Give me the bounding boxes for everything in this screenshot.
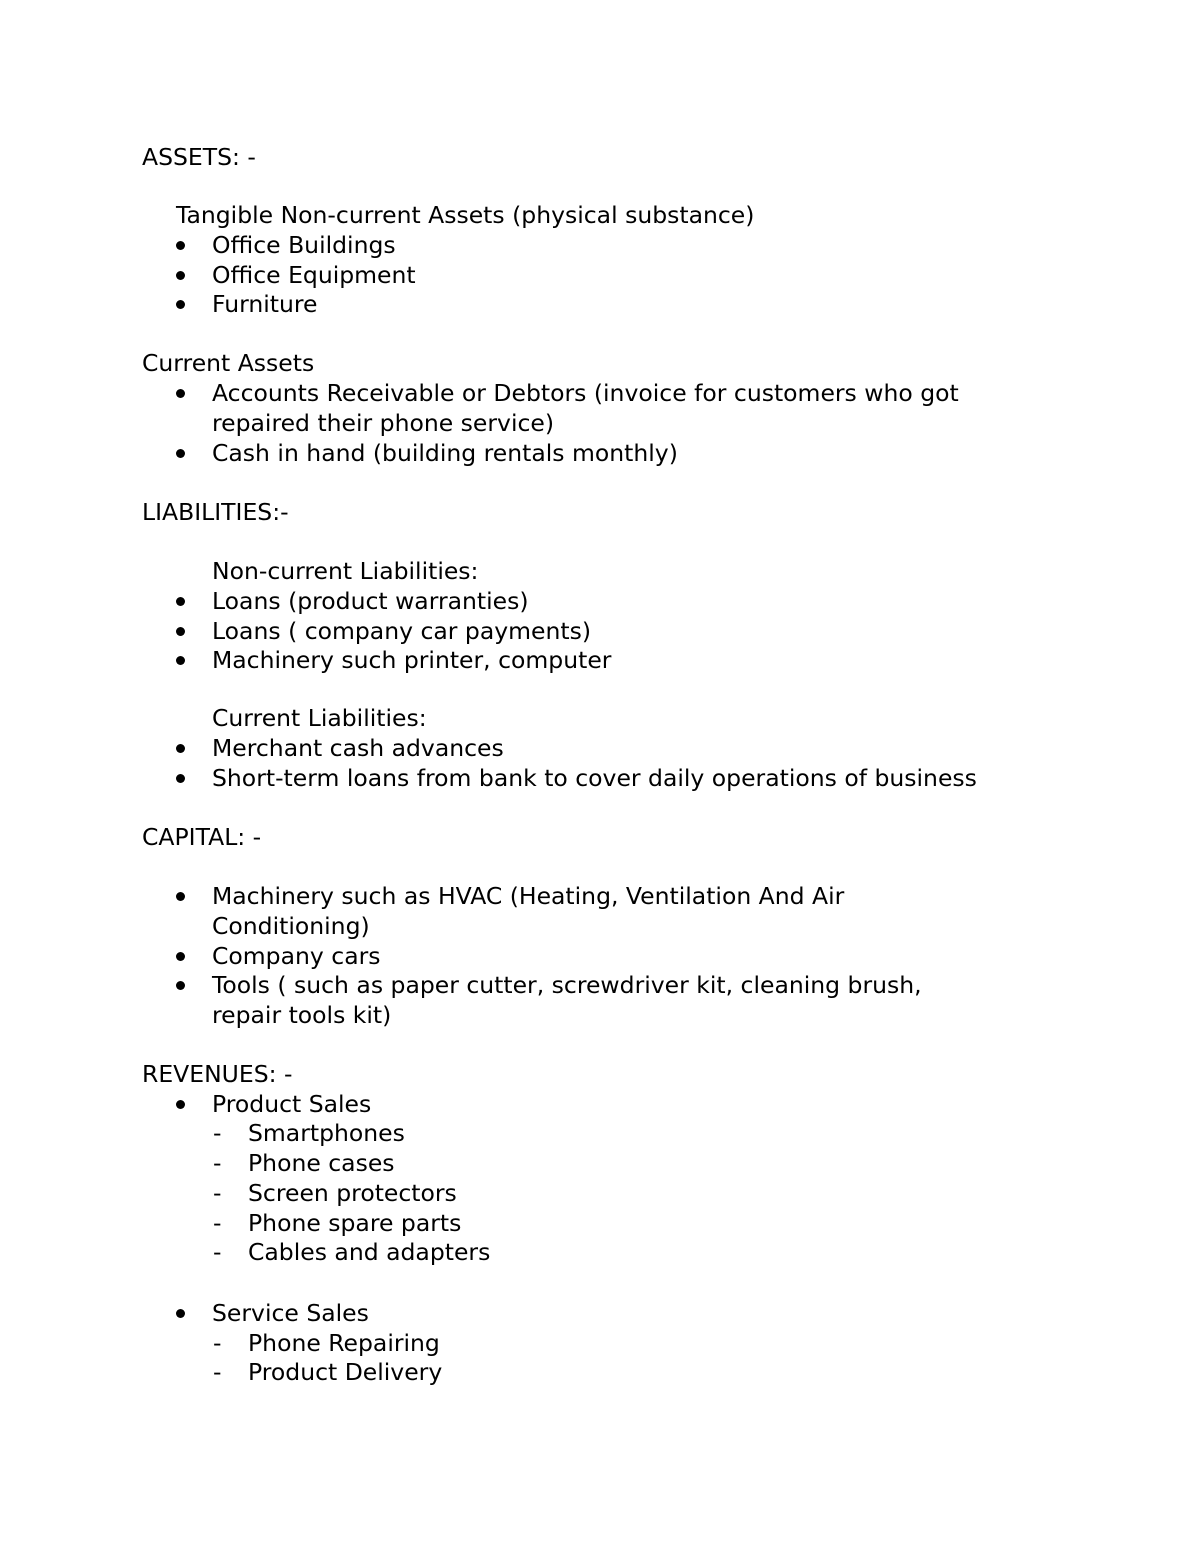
list-item-label: Phone Repairing: [248, 1329, 440, 1357]
bullet-icon: [176, 389, 185, 398]
list-item-label: Office Equipment: [212, 261, 416, 289]
list-item-label: Product Delivery: [248, 1358, 443, 1386]
dash-icon: -: [213, 1329, 222, 1357]
assets-heading: ASSETS: -: [142, 143, 256, 171]
list-item-label: Company cars: [212, 942, 381, 970]
dash-icon: -: [213, 1179, 222, 1207]
capital-heading: CAPITAL: -: [142, 823, 262, 851]
bullet-icon: [176, 627, 185, 636]
bullet-icon: [176, 241, 185, 250]
dash-icon: -: [213, 1209, 222, 1237]
tangible-assets-title: Tangible Non-current Assets (physical substance): [176, 201, 755, 229]
bullet-icon: [176, 271, 185, 280]
list-item-label: Smartphones: [248, 1119, 405, 1147]
list-item-label: Cash in hand (building rentals monthly): [212, 439, 678, 467]
list-item-label: Machinery such as HVAC (Heating, Ventilation And Air: [212, 882, 845, 910]
list-item-label-continued: Conditioning): [212, 912, 370, 940]
bullet-icon: [176, 1309, 185, 1318]
current-assets-title: Current Assets: [142, 349, 315, 377]
list-item-label: Accounts Receivable or Debtors (invoice for customers who got: [212, 379, 959, 407]
bullet-icon: [176, 892, 185, 901]
bullet-icon: [176, 1100, 185, 1109]
list-item-label: Merchant cash advances: [212, 734, 504, 762]
list-item-label-continued: repaired their phone service): [212, 409, 555, 437]
list-item-label: Machinery such printer, computer: [212, 646, 612, 674]
current-liabilities-title: Current Liabilities:: [212, 704, 427, 732]
list-item-label: Loans (product warranties): [212, 587, 529, 615]
service-sales-label: Service Sales: [212, 1299, 369, 1327]
bullet-icon: [176, 744, 185, 753]
list-item-label: Screen protectors: [248, 1179, 457, 1207]
bullet-icon: [176, 449, 185, 458]
list-item-label: Loans ( company car payments): [212, 617, 592, 645]
list-item-label: Office Buildings: [212, 231, 396, 259]
liabilities-heading: LIABILITIES:-: [142, 498, 289, 526]
noncurrent-liabilities-title: Non-current Liabilities:: [212, 557, 479, 585]
list-item-label: Furniture: [212, 290, 318, 318]
bullet-icon: [176, 597, 185, 606]
bullet-icon: [176, 952, 185, 961]
product-sales-label: Product Sales: [212, 1090, 372, 1118]
revenues-heading: REVENUES: -: [142, 1060, 293, 1088]
list-item-label: Phone cases: [248, 1149, 395, 1177]
bullet-icon: [176, 656, 185, 665]
bullet-icon: [176, 300, 185, 309]
bullet-icon: [176, 981, 185, 990]
dash-icon: -: [213, 1149, 222, 1177]
dash-icon: -: [213, 1238, 222, 1266]
list-item-label: Tools ( such as paper cutter, screwdriver kit, cleaning brush,: [212, 971, 922, 999]
list-item-label: Phone spare parts: [248, 1209, 462, 1237]
list-item-label: Cables and adapters: [248, 1238, 491, 1266]
dash-icon: -: [213, 1119, 222, 1147]
list-item-label-continued: repair tools kit): [212, 1001, 392, 1029]
dash-icon: -: [213, 1358, 222, 1386]
bullet-icon: [176, 774, 185, 783]
list-item-label: Short-term loans from bank to cover daily operations of business: [212, 764, 977, 792]
